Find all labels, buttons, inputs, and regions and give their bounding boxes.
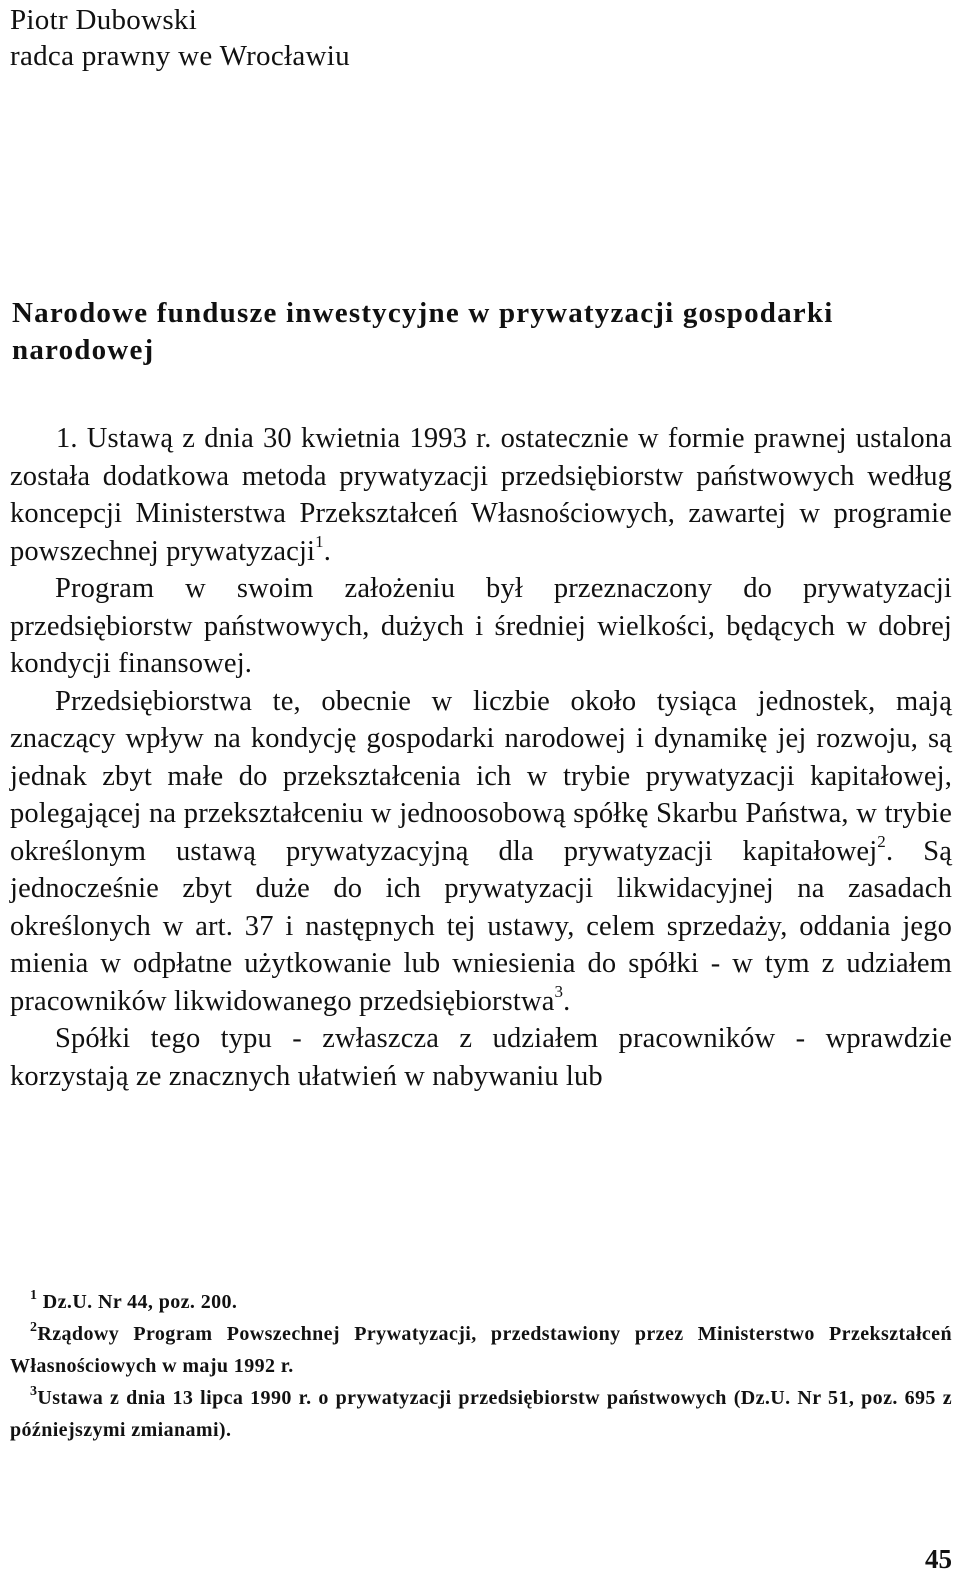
footnote-1 bbox=[10, 1286, 952, 1318]
footnote-ref-1: 1 bbox=[315, 532, 324, 551]
paragraph-3-text: Przedsiębiorstwa te, obecnie w liczbie około tysiąca jednostek, mają znaczący wpływ na kondycję gospodarki narodowej i dynamikę jej rozwoju, są jednak zbyt małe do przekształcenia ich w trybie prywatyzacji kapitałowej, polegającej na przekształceniu w jednoosobową spółkę Skarbu Państwa, w trybie określonym ustawą prywatyzacyjną dla prywatyzacji kapitałowej bbox=[10, 685, 952, 867]
page-number: 45 bbox=[925, 1544, 952, 1574]
footnote-3-text: Ustawa z dnia 13 lipca 1990 r. o prywatyzacji przedsiębiorstw państwowych (Dz.U. Nr 51, poz. 695 z późniejszymi zmianami). bbox=[10, 1387, 952, 1441]
footnote-1-text: Dz.U. Nr 44, poz. 200. bbox=[37, 1291, 238, 1313]
paragraph-3 bbox=[10, 683, 952, 1021]
footnote-2-mark: 2 bbox=[30, 1320, 38, 1336]
paragraph-1-text: 1. Ustawą z dnia 30 kwietnia 1993 r. ostatecznie w formie prawnej ustalona została dodatkowa metoda prywatyzacji przedsiębiorstw państwowych według koncepcji Ministerstwa Przekształceń Własnościowych, zawartej w programie powszechnej prywatyzacji bbox=[10, 423, 952, 567]
paragraph-1 bbox=[10, 420, 952, 570]
article-title: Narodowe fundusze inwestycyjne w prywatyzacji gospodarki narodowej bbox=[12, 297, 834, 366]
footnote-ref-3: 3 bbox=[554, 982, 564, 1001]
paragraph-2: Program w swoim założeniu był przeznaczony do prywatyzacji przedsiębiorstw państwowych, dużych i średniej wielkości, będących w dobrej kondycji finansowej. bbox=[10, 573, 952, 679]
author-block bbox=[10, 2, 350, 74]
paragraph-4: Spółki tego typu - zwłaszcza z udziałem pracowników - wprawdzie korzystają ze znacznych ułatwień w nabywaniu lub bbox=[10, 1023, 952, 1092]
author-role: radca prawny we Wrocławiu bbox=[10, 40, 350, 72]
footnote-1-mark: 1 bbox=[30, 1288, 38, 1304]
footnote-3 bbox=[10, 1382, 952, 1446]
paragraph-3-end: . bbox=[563, 985, 571, 1017]
footnote-2 bbox=[10, 1318, 952, 1382]
paragraph-3-continuation: . Są jednocześnie zbyt duże do ich prywatyzacji likwidacyjnej na zasadach określonych w art. 37 i następnych tej ustawy, celem sprzedaży, oddania jego mienia w odpłatne użytkowanie lub wniesienia do spółki - w tym z udziałem pracowników likwidowanego przedsiębiorstwa bbox=[10, 835, 952, 1017]
footnote-3-mark: 3 bbox=[30, 1384, 38, 1400]
footnote-2-text: Rządowy Program Powszechnej Prywatyzacji, przedstawiony przez Ministerstwo Przekształceń Własnościowych w maju 1992 r. bbox=[10, 1323, 952, 1377]
paragraph-1-end: . bbox=[323, 535, 332, 567]
author-name: Piotr Dubowski bbox=[10, 4, 198, 36]
footnotes bbox=[10, 1286, 952, 1446]
article-body bbox=[10, 420, 952, 1095]
footnote-ref-2: 2 bbox=[877, 832, 886, 851]
